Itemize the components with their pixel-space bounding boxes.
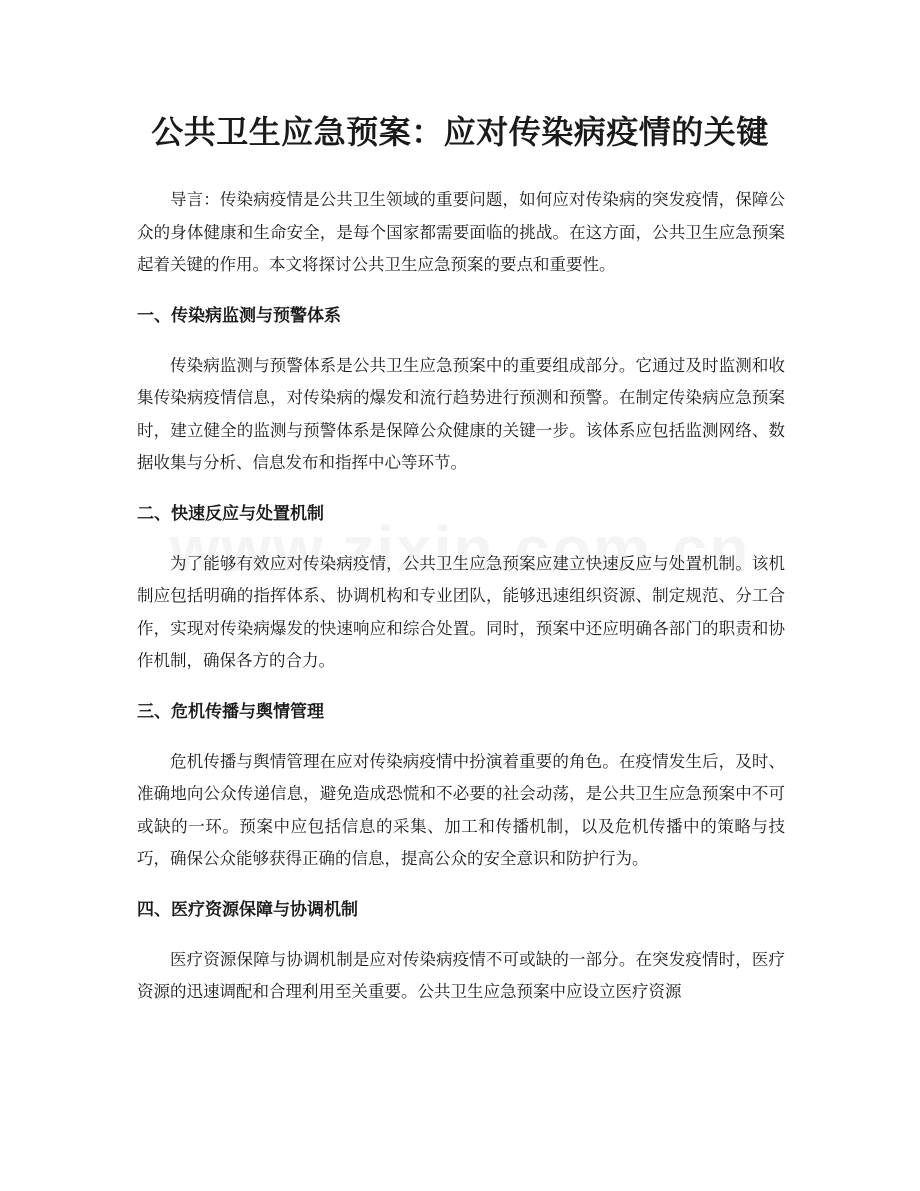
intro-paragraph: 导言：传染病疫情是公共卫生领域的重要问题，如何应对传染病的突发疫情，保障公众的身体健康和生命安全，是每个国家都需要面临的挑战。在这方面，公共卫生应急预案起着关键的作用。本文将探讨公共卫生应急预案的要点和重要性。	[137, 190, 785, 274]
section-heading: 四、医疗资源保障与协调机制	[137, 899, 358, 920]
section-heading: 一、传染病监测与预警体系	[137, 305, 341, 326]
section-paragraph: 传染病监测与预警体系是公共卫生应急预案中的重要组成部分。它通过及时监测和收集传染病疫情信息，对传染病的爆发和流行趋势进行预测和预警。在制定传染病应急预案时，建立健全的监测与预警体系是保障公众健康的关键一步。该体系应包括监测网络、数据收集与分析、信息发布和指挥中心等环节。	[137, 355, 785, 472]
page-title: 公共卫生应急预案：应对传染病疫情的关键	[151, 113, 769, 151]
section-heading: 三、危机传播与舆情管理	[137, 701, 324, 722]
document-body	[137, 184, 785, 1027]
section-paragraph: 为了能够有效应对传染病疫情，公共卫生应急预案应建立快速反应与处置机制。该机制应包括明确的指挥体系、协调机构和专业团队，能够迅速组织资源、制定规范、分工合作，实现对传染病爆发的快速响应和综合处置。同时，预案中还应明确各部门的职责和协作机制，确保各方的合力。	[137, 553, 785, 670]
section-heading: 二、快速反应与处置机制	[137, 503, 324, 524]
section-paragraph: 医疗资源保障与协调机制是应对传染病疫情不可或缺的一部分。在突发疫情时，医疗资源的迅速调配和合理利用至关重要。公共卫生应急预案中应设立医疗资源	[137, 949, 785, 1001]
section-paragraph: 危机传播与舆情管理在应对传染病疫情中扮演着重要的角色。在疫情发生后，及时、准确地向公众传递信息，避免造成恐慌和不必要的社会动荡，是公共卫生应急预案中不可或缺的一环。预案中应包括信息的采集、加工和传播机制，以及危机传播中的策略与技巧，确保公众能够获得正确的信息，提高公众的安全意识和防护行为。	[137, 751, 785, 868]
